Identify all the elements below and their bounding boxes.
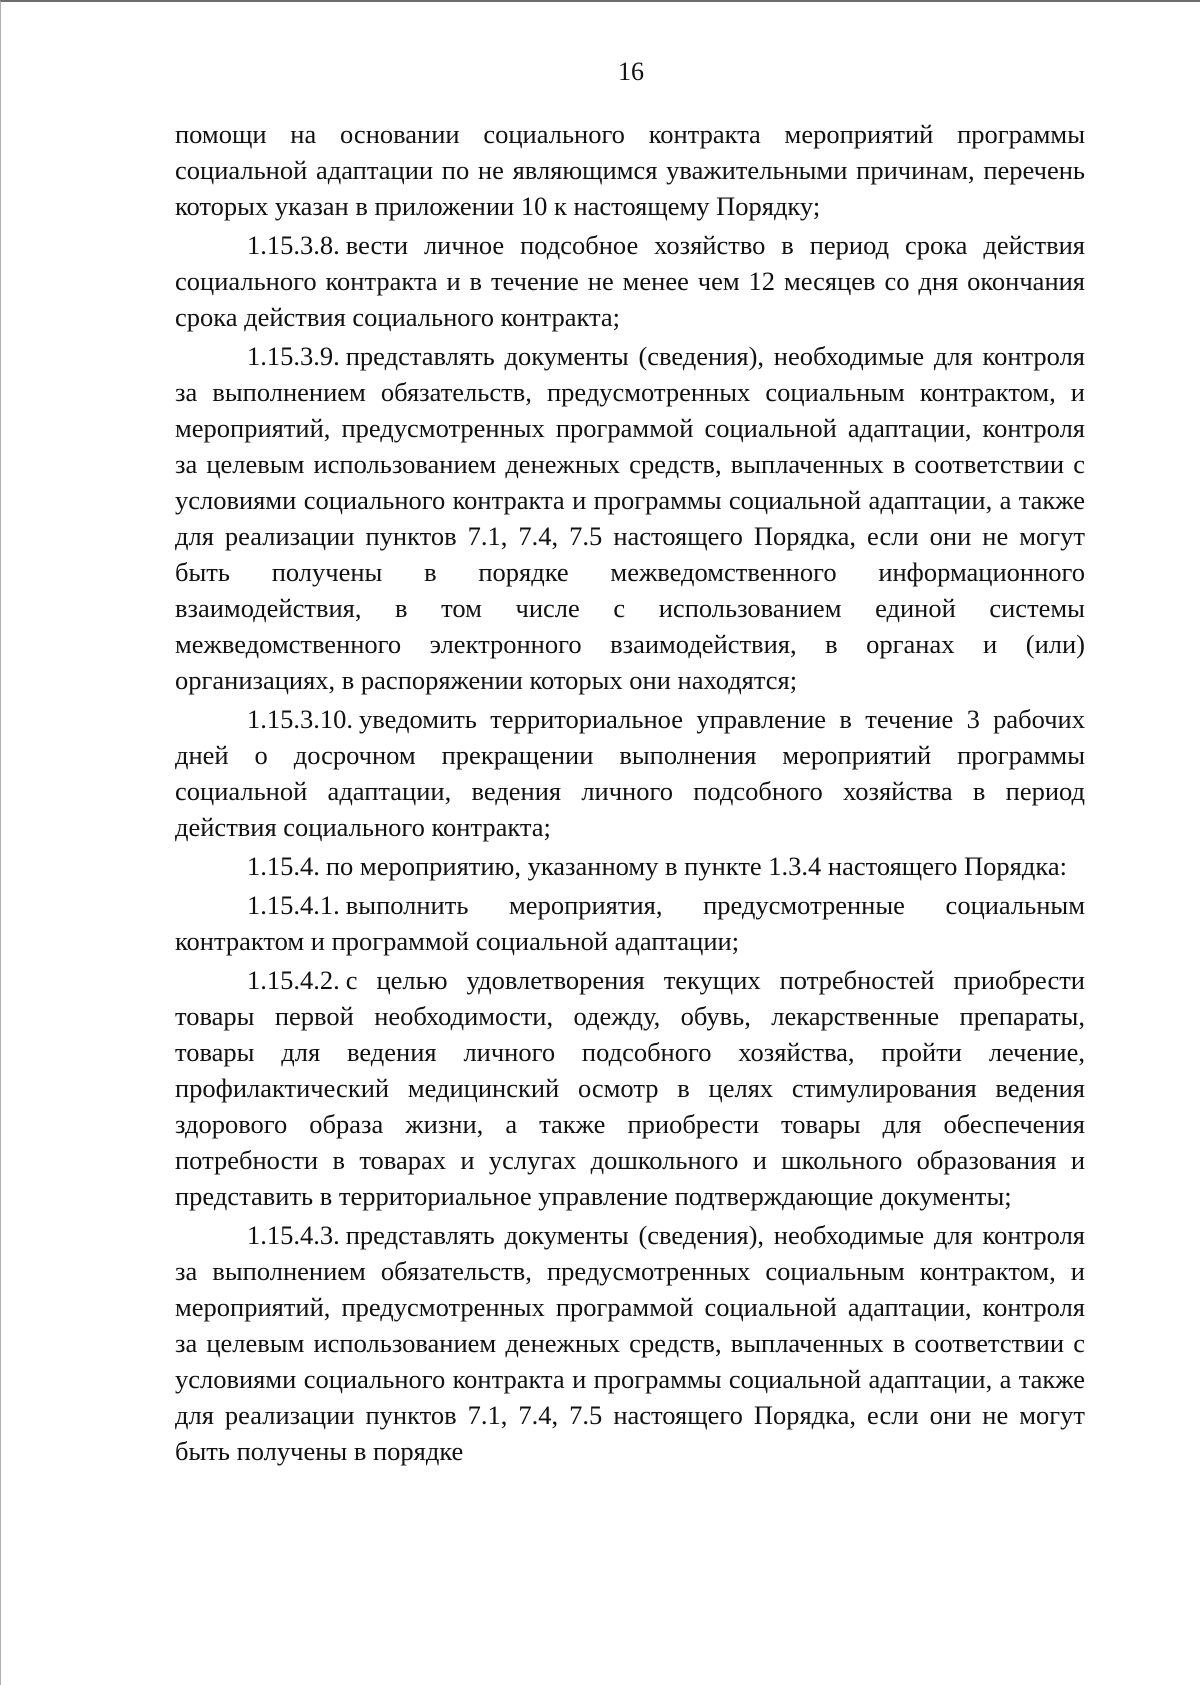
clause-1-15-3-10 [175,701,1085,845]
clause-number: 1.15.4.2. [247,965,340,995]
clause-1-15-3-8 [175,227,1085,335]
clause-number: 1.15.3.8. [247,230,340,260]
paragraph-text: помощи на основании социального контракта мероприятий программы социальной адаптации по не являющимся уважительными причинам, перечень которых указан в приложении 10 к настоящему Порядку; [175,119,1085,221]
clause-number: 1.15.4. [247,851,320,881]
clause-text: представлять документы (сведения), необходимые для контроля за выполнением обязательств, предусмотренных социальным контрактом, и мероприятий, предусмотренных программой социальной адаптации, контроля за целевым использованием денежных средств, выплаченных в соответствии с условиями социального контракта и программы социальной адаптации, а также для реализации пунктов 7.1, 7.4, 7.5 настоящего Порядка, если они не могут быть получены в порядке [175,1220,1085,1466]
clause-1-15-4-1 [175,887,1085,959]
clause-text: вести личное подсобное хозяйство в период срока действия социального контракта и в течение не менее чем 12 месяцев со дня окончания срока действия социального контракта; [175,230,1085,332]
page-number: 16 [618,57,644,86]
clause-number: 1.15.3.10. [247,704,353,734]
clause-1-15-4 [175,848,1085,884]
clause-number: 1.15.3.9. [247,341,340,371]
clause-text: выполнить мероприятия, предусмотренные социальным контрактом и программой социальной адаптации; [175,890,1085,956]
clause-number: 1.15.4.3. [247,1220,340,1250]
clause-1-15-3-9 [175,338,1085,698]
clause-1-15-4-3 [175,1217,1085,1469]
clause-text: уведомить территориальное управление в течение 3 рабочих дней о досрочном прекращении выполнения мероприятий программы социальной адаптации, ведения личного подсобного хозяйства в период действия социального контракта; [175,704,1085,842]
clause-text: по мероприятию, указанному в пункте 1.3.4 настоящего Порядка: [325,851,1067,881]
document-body [175,116,1085,1469]
clause-text: представлять документы (сведения), необходимые для контроля за выполнением обязательств, предусмотренных социальным контрактом, и мероприятий, предусмотренных программой социальной адаптации, контроля за целевым использованием денежных средств, выплаченных в соответствии с условиями социального контракта и программы социальной адаптации, а также для реализации пунктов 7.1, 7.4, 7.5 настоящего Порядка, если они не могут быть получены в порядке межведомственного информационного взаимодействия, в том числе с использованием единой системы межведомственного электронного взаимодействия, в органах и (или) организациях, в распоряжении которых они находятся; [175,341,1085,695]
paragraph-continuation [175,116,1085,224]
clause-1-15-4-2 [175,962,1085,1214]
clause-number: 1.15.4.1. [247,890,340,920]
clause-text: с целью удовлетворения текущих потребностей приобрести товары первой необходимости, одежду, обувь, лекарственные препараты, товары для ведения личного подсобного хозяйства, пройти лечение, профилактический медицинский осмотр в целях стимулирования ведения здорового образа жизни, а также приобрести товары для обеспечения потребности в товарах и услугах дошкольного и школьного образования и представить в территориальное управление подтверждающие документы; [175,965,1085,1211]
